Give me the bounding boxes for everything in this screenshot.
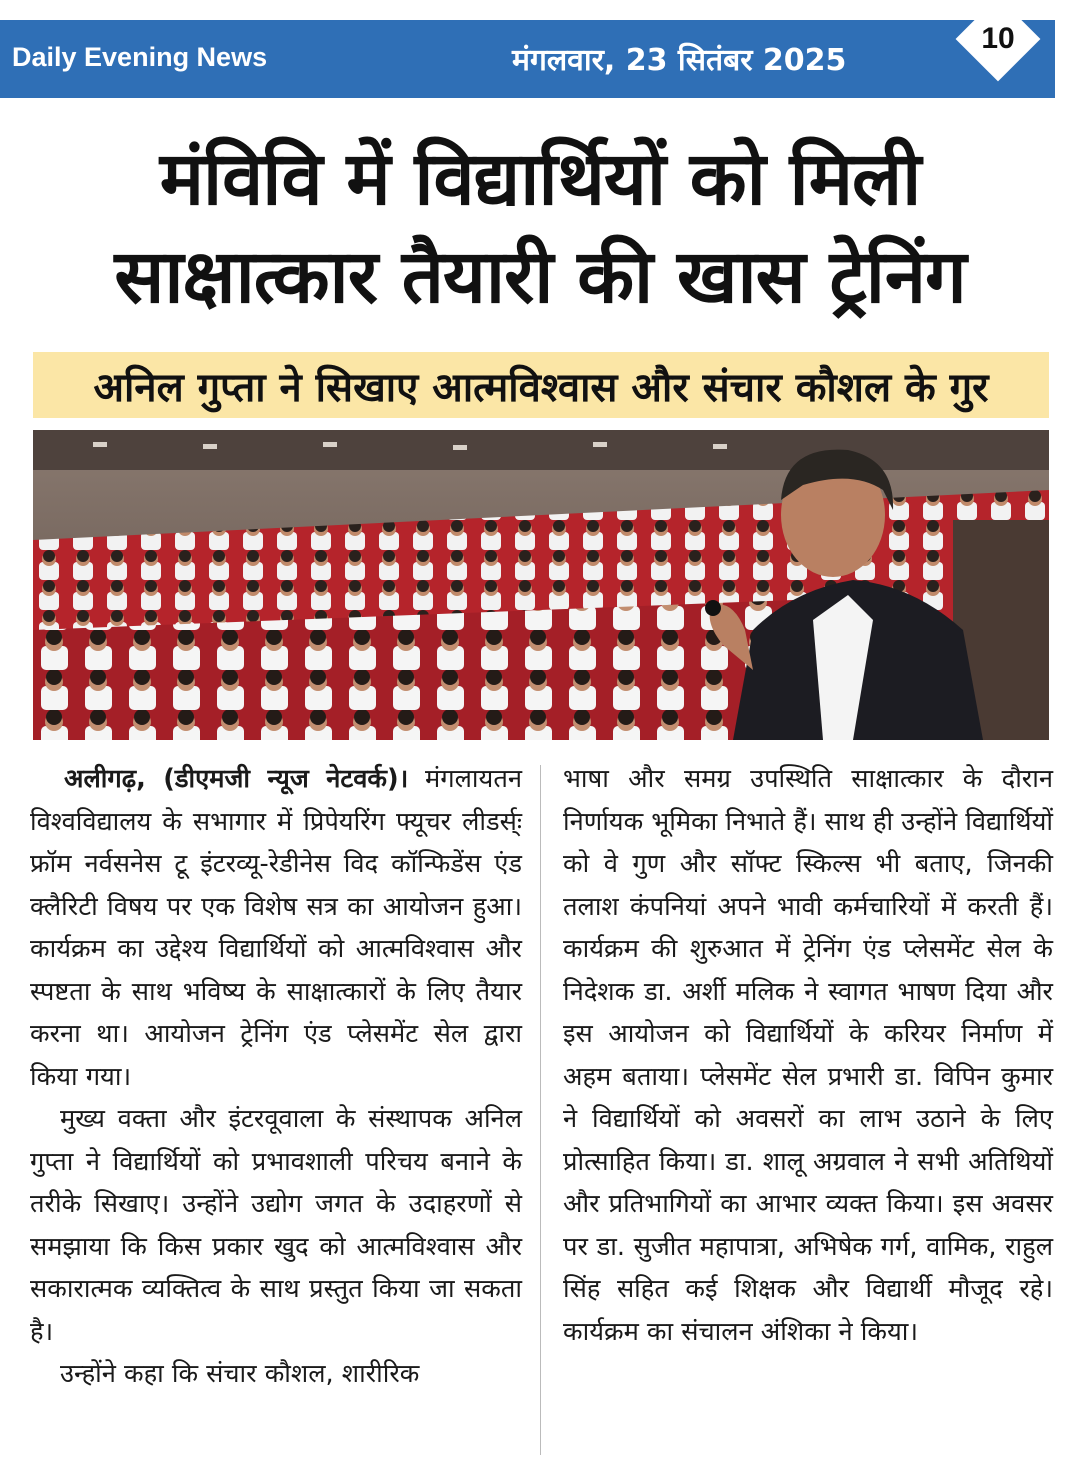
- article-paragraph-2: मुख्य वक्ता और इंटरवूवाला के संस्थापक अनिल गुप्ता ने विद्यार्थियों को प्रभावशाली परिचय बनाने के तरीके सिखाए। उन्होंने उद्योग जगत के उदाहरणों से समझाया कि किस प्रकार खुद को आत्मविश्वास और सकारात्मक व्यक्तित्व के साथ प्रस्तुत किया जा सकता है।: [30, 1104, 522, 1347]
- news-photo: [33, 430, 1049, 740]
- article-paragraph-1: [30, 758, 522, 1098]
- issue-date: मंगलवार, 23 सितंबर 2025: [512, 43, 847, 78]
- article-column-right: [563, 758, 1053, 1353]
- subheadline: अनिल गुप्ता ने सिखाए आत्मविश्वास और संचार कौशल के गुर: [33, 352, 1049, 418]
- headline-line-2: साक्षात्कार तैयारी की खास ट्रेनिंग: [114, 234, 966, 320]
- dateline: अलीगढ़, (डीएमजी न्यूज नेटवर्क)।: [64, 764, 409, 794]
- masthead: [0, 20, 1055, 98]
- paragraph-1-text: मंगलायतन विश्वविद्यालय के सभागार में प्रिपेयरिंग फ्यूचर लीडर्स्ः फ्रॉम नर्वसनेस टू इंटरव्यू-रेडीनेस विद कॉन्फिडेंस एंड क्लैरिटी विषय पर एक विशेष सत्र का आयोजन हुआ। कार्यक्रम का उद्देश्य विद्यार्थियों को आत्मविश्वास और स्पष्टता के साथ भविष्य के साक्षात्कारों के लिए तैयार करना था। आयोजन ट्रेनिंग एंड प्लेसमेंट सेल द्वारा किया गया।: [30, 764, 523, 1092]
- article-paragraph-3-continued: भाषा और समग्र उपस्थिति साक्षात्कार के दौरान निर्णायक भूमिका निभाते हैं। साथ ही उन्होंने विद्यार्थियों को वे गुण और सॉफ्ट स्किल्स भी बताए, जिनकी तलाश कंपनियां अपने भावी कर्मचारियों में करती हैं। कार्यक्रम की शुरुआत में ट्रेनिंग एंड प्लेसमेंट सेल के निदेशक डा. अर्शी मलिक ने स्वागत भाषण दिया और इस आयोजन को विद्यार्थियों के करियर निर्माण में अहम बताया। प्लेसमेंट सेल प्रभारी डा. विपिन कुमार ने विद्यार्थियों को अवसरों का लाभ उठाने के लिए प्रोत्साहित किया। डा. शालू अग्रवाल ने सभी अतिथियों और प्रतिभागियों का आभार व्यक्त किया। इस अवसर पर डा. सुजीत महापात्रा, अभिषेक गर्ग, वामिक, राहुल सिंह सहित कई शिक्षक और विद्यार्थी मौजूद रहे। कार्यक्रम का संचालन अंशिका ने किया।: [563, 764, 1053, 1347]
- article-paragraph-3-start: उन्होंने कहा कि संचार कौशल, शारीरिक: [60, 1359, 420, 1389]
- auditorium-photo-illustration: [33, 430, 1049, 740]
- headline-line-1: मंविवि में विद्यार्थियों को मिली: [159, 136, 921, 222]
- article-column-left: [30, 758, 522, 1396]
- page-number: 10: [981, 22, 1015, 55]
- column-divider: [540, 765, 541, 1455]
- headline: [20, 130, 1060, 326]
- newspaper-name: Daily Evening News: [12, 42, 268, 72]
